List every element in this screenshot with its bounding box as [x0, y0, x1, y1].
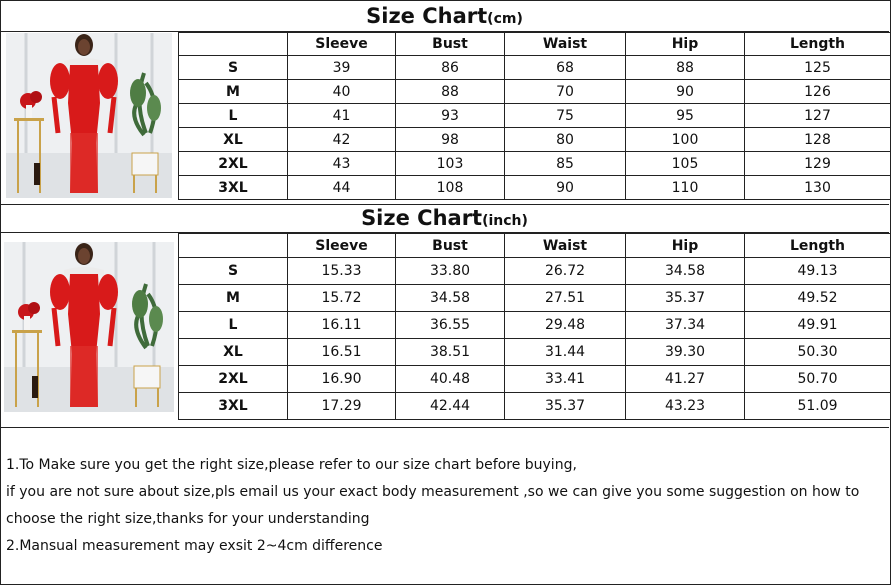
table-row [179, 285, 891, 312]
table-header-row [179, 234, 891, 258]
table-cell: 16.51 [288, 339, 396, 366]
table-cell: 15.72 [288, 285, 396, 312]
size-label: 2XL [179, 366, 288, 393]
table-cell: 34.58 [396, 285, 505, 312]
table-cell: 80 [505, 128, 626, 152]
table-cell: 27.51 [505, 285, 626, 312]
header-cell-bust: Bust [396, 234, 505, 258]
table-row [179, 258, 891, 285]
product-photo-cm [6, 33, 172, 198]
table-cell: 43 [288, 152, 396, 176]
table-cell: 49.91 [745, 312, 891, 339]
table-cell: 42 [288, 128, 396, 152]
header-cell-sleeve: Sleeve [288, 234, 396, 258]
table-cell: 39 [288, 56, 396, 80]
header-cell-sleeve: Sleeve [288, 33, 396, 56]
product-photo-inch [4, 242, 174, 412]
table-cell: 44 [288, 176, 396, 200]
table-row [179, 366, 891, 393]
table-cell: 40 [288, 80, 396, 104]
table-cell: 51.09 [745, 393, 891, 420]
table-cell: 39.30 [626, 339, 745, 366]
table-cell: 35.37 [626, 285, 745, 312]
table-cell: 93 [396, 104, 505, 128]
table-cell: 127 [745, 104, 891, 128]
table-cell: 41.27 [626, 366, 745, 393]
table-cell: 126 [745, 80, 891, 104]
table-row [179, 176, 891, 200]
table-cell: 16.90 [288, 366, 396, 393]
title-main: Size Chart [366, 4, 488, 28]
header-cell-blank [179, 234, 288, 258]
table-cell: 50.30 [745, 339, 891, 366]
table-cell: 26.72 [505, 258, 626, 285]
table-cell: 33.41 [505, 366, 626, 393]
table-cell: 88 [396, 80, 505, 104]
table-cell: 50.70 [745, 366, 891, 393]
header-cell-length: Length [745, 234, 891, 258]
table-cell: 35.37 [505, 393, 626, 420]
table-cell: 103 [396, 152, 505, 176]
table-row [179, 312, 891, 339]
table-row [179, 339, 891, 366]
table-cell: 16.11 [288, 312, 396, 339]
size-label: L [179, 312, 288, 339]
table-cell: 34.58 [626, 258, 745, 285]
table-cell: 40.48 [396, 366, 505, 393]
table-cell: 49.52 [745, 285, 891, 312]
size-label: 3XL [179, 393, 288, 420]
table-cell: 110 [626, 176, 745, 200]
table-cell: 15.33 [288, 258, 396, 285]
size-label: 2XL [179, 152, 288, 176]
note-line: choose the right size,thanks for your understanding [6, 511, 370, 527]
table-cell: 86 [396, 56, 505, 80]
size-label: M [179, 80, 288, 104]
table-row [179, 152, 891, 176]
header-cell-length: Length [745, 33, 891, 56]
note-line: if you are not sure about size,pls email us your exact body measurement ,so we can give you some suggestion on how to [6, 484, 860, 500]
size-notes [6, 452, 882, 560]
table-cell: 100 [626, 128, 745, 152]
table-cell: 70 [505, 80, 626, 104]
note-line: 1.To Make sure you get the right size,please refer to our size chart before buying, [6, 457, 577, 473]
table-cell: 125 [745, 56, 891, 80]
table-cell: 90 [505, 176, 626, 200]
size-label: S [179, 258, 288, 285]
divider [0, 427, 889, 428]
table-header-row [179, 33, 891, 56]
table-cell: 42.44 [396, 393, 505, 420]
table-cell: 68 [505, 56, 626, 80]
title-unit: (cm) [487, 11, 523, 27]
table-cell: 128 [745, 128, 891, 152]
header-cell-waist: Waist [505, 234, 626, 258]
table-cell: 98 [396, 128, 505, 152]
header-cell-waist: Waist [505, 33, 626, 56]
table-row [179, 80, 891, 104]
size-table-cm [178, 32, 891, 200]
table-cell: 88 [626, 56, 745, 80]
size-label: M [179, 285, 288, 312]
title-unit: (inch) [482, 213, 528, 229]
table-row [179, 393, 891, 420]
size-label: 3XL [179, 176, 288, 200]
table-cell: 36.55 [396, 312, 505, 339]
table-cell: 129 [745, 152, 891, 176]
header-cell-hip: Hip [626, 234, 745, 258]
table-cell: 38.51 [396, 339, 505, 366]
table-cell: 33.80 [396, 258, 505, 285]
table-cell: 43.23 [626, 393, 745, 420]
note-line: 2.Mansual measurement may exsit 2~4cm difference [6, 538, 383, 554]
size-label: S [179, 56, 288, 80]
table-row [179, 56, 891, 80]
table-cell: 75 [505, 104, 626, 128]
table-cell: 17.29 [288, 393, 396, 420]
table-cell: 95 [626, 104, 745, 128]
size-label: L [179, 104, 288, 128]
size-chart-title-cm [0, 2, 889, 30]
table-cell: 85 [505, 152, 626, 176]
table-row [179, 128, 891, 152]
header-cell-bust: Bust [396, 33, 505, 56]
table-cell: 130 [745, 176, 891, 200]
table-cell: 37.34 [626, 312, 745, 339]
table-row [179, 104, 891, 128]
header-cell-blank [179, 33, 288, 56]
title-main: Size Chart [361, 206, 483, 230]
table-cell: 31.44 [505, 339, 626, 366]
table-cell: 29.48 [505, 312, 626, 339]
table-cell: 49.13 [745, 258, 891, 285]
table-cell: 90 [626, 80, 745, 104]
table-cell: 108 [396, 176, 505, 200]
size-label: XL [179, 339, 288, 366]
header-cell-hip: Hip [626, 33, 745, 56]
size-table-inch [178, 233, 891, 420]
size-label: XL [179, 128, 288, 152]
table-cell: 41 [288, 104, 396, 128]
table-cell: 105 [626, 152, 745, 176]
size-chart-title-inch [0, 205, 889, 232]
